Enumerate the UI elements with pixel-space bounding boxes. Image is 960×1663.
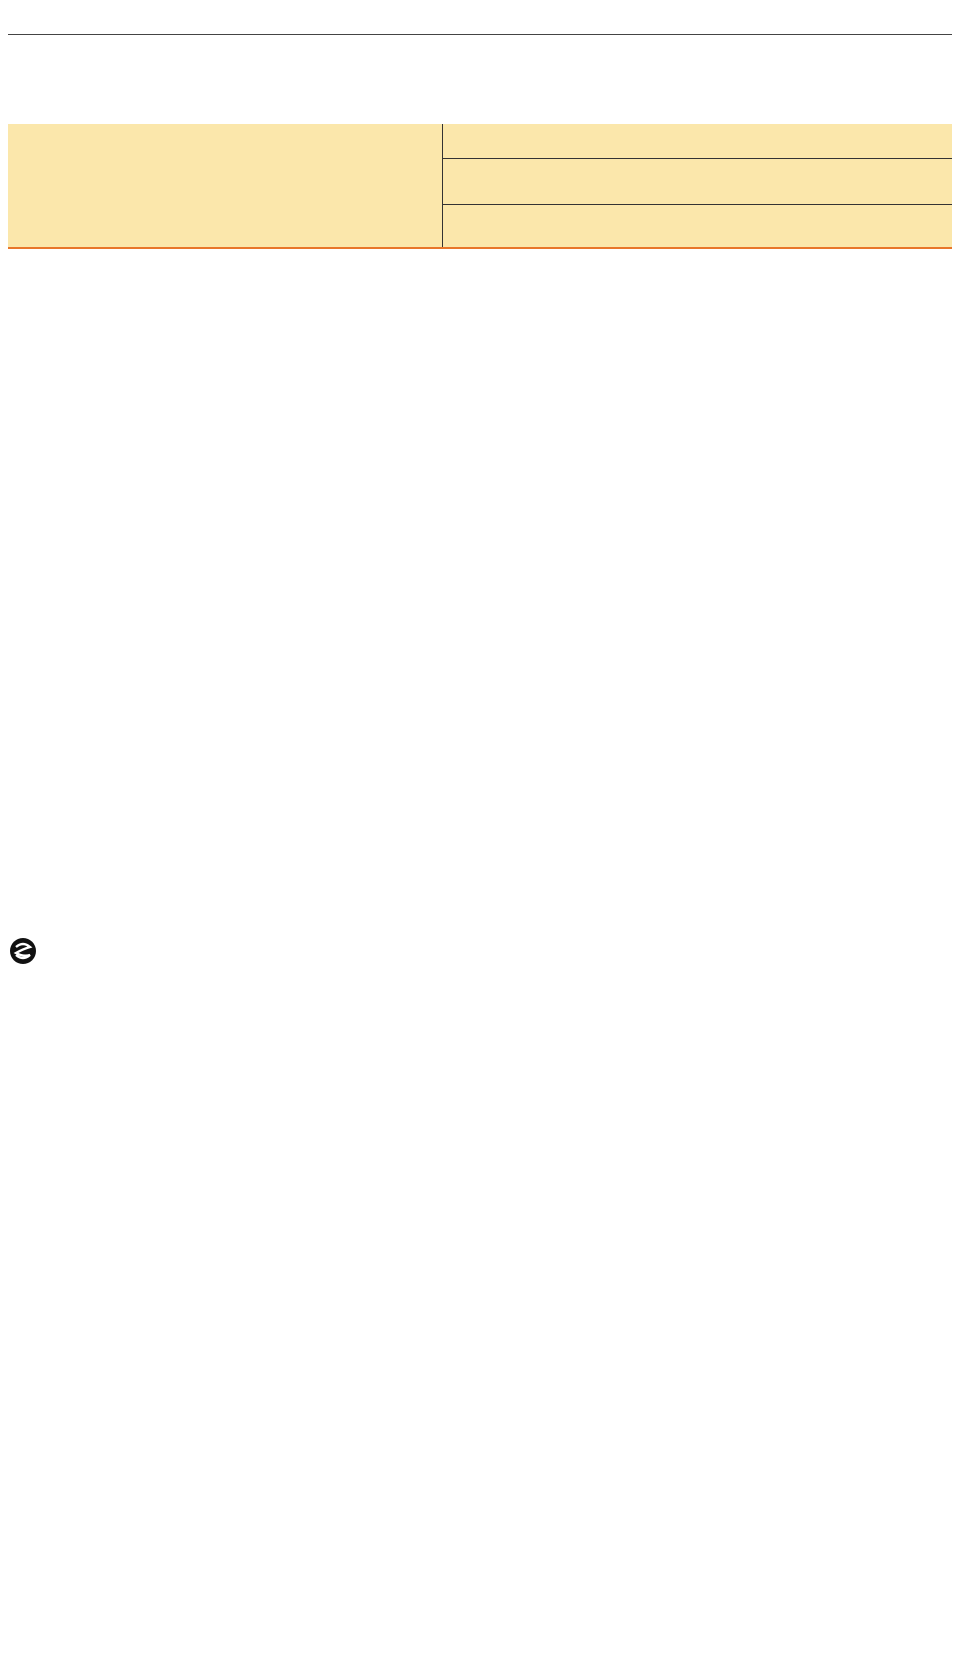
header-rule xyxy=(8,34,952,35)
header-divider-index xyxy=(442,158,952,159)
scb-logo-icon xyxy=(8,936,38,966)
header-divider-years xyxy=(442,204,952,205)
header-bottom-rule xyxy=(8,247,952,249)
header-divider-vertical xyxy=(442,124,443,249)
footnotes xyxy=(8,760,948,768)
running-head xyxy=(8,0,952,34)
source-line xyxy=(8,936,38,970)
table-header xyxy=(8,124,952,249)
